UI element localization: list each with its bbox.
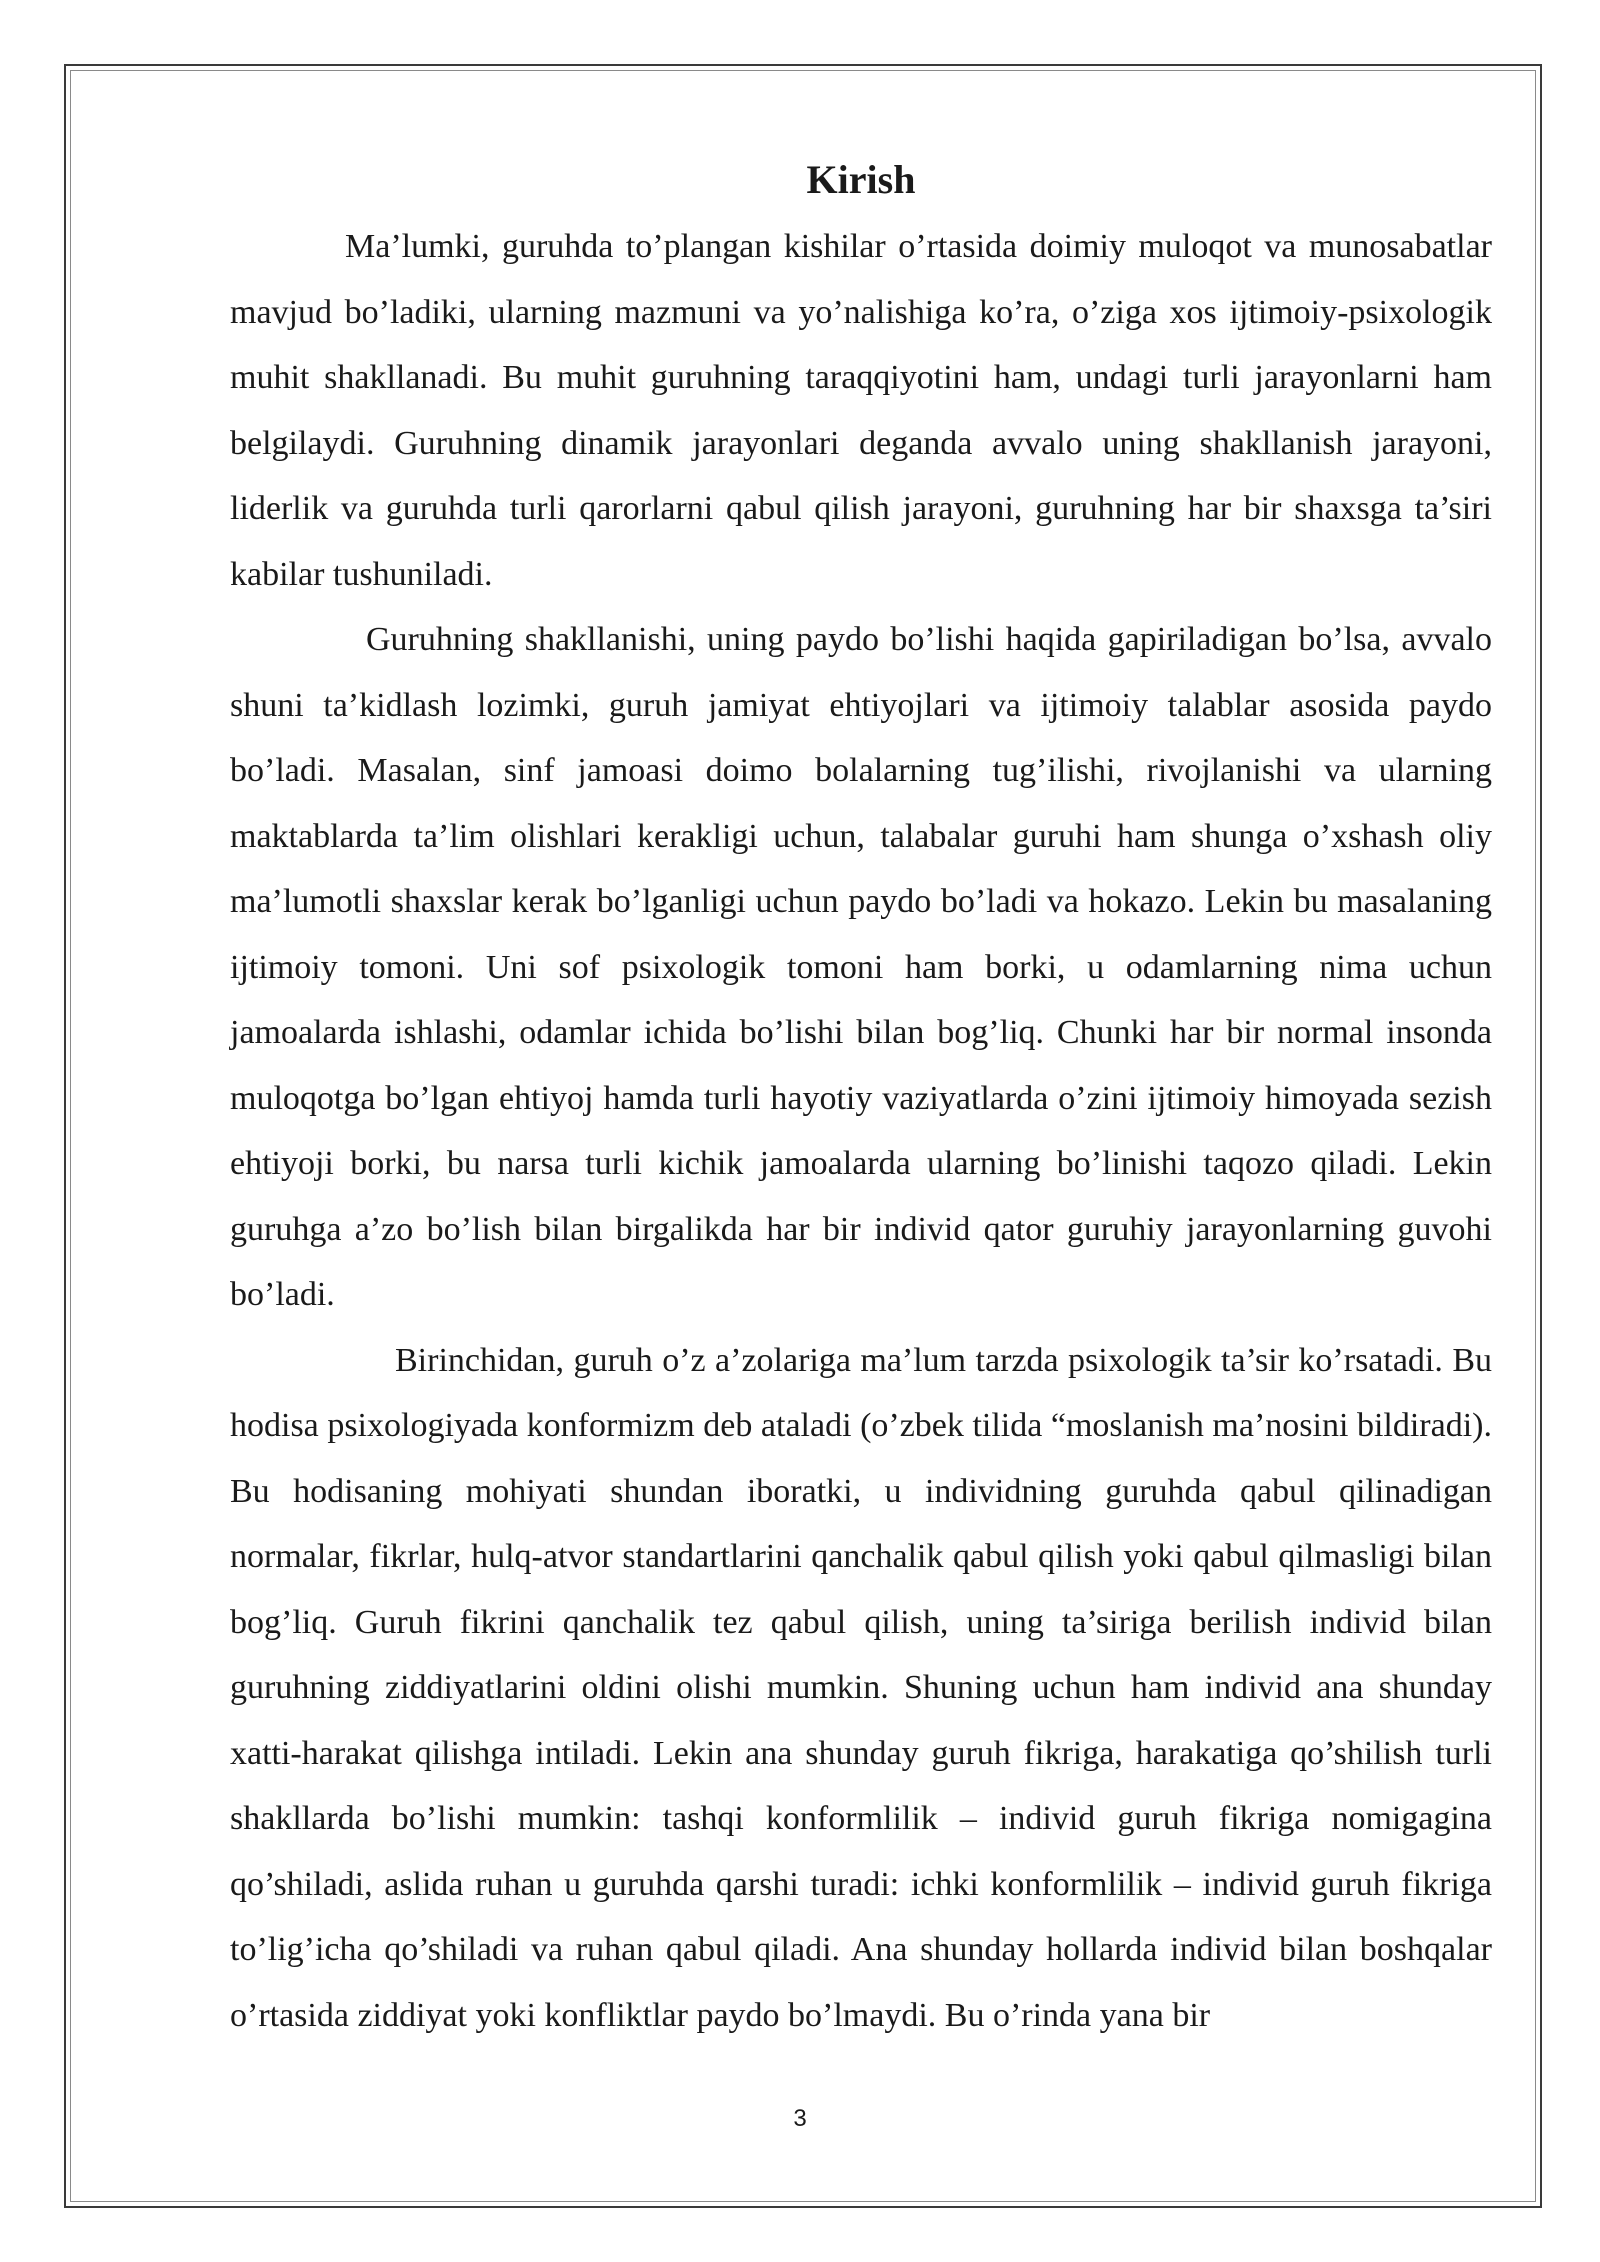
paragraph-3: Birinchidan, guruh o’z a’zolariga ma’lum tarzda psixologik ta’sir ko’rsatadi. Bu hodisa psixologiyada konformizm deb ataladi (o’zbek tilida “moslanish ma’nosini bildiradi). Bu hodisaning mohiyati shundan iboratki, u individning guruhda qabul qilinadigan normalar, fikrlar, hulq-atvor standartlarini qanchalik qabul qilish yoki qabul qilmasligi bilan bog’liq. Guruh fikrini qanchalik tez qabul qilish, uning ta’siriga berilish individ bilan guruhning ziddiyatlarini oldini olishi mumkin. Shuning uchun ham individ ana shunday xatti-harakat qilishga intiladi. Lekin ana shunday guruh fikriga, harakatiga qo’shilish turli shakllarda bo’lishi mumkin: tashqi konformlilik – individ guruh fikriga nomigagina qo’shiladi, aslida ruhan u guruhda qarshi turadi: ichki konformlilik – individ guruh fikriga to’lig’icha qo’shiladi va ruhan qabul qiladi. Ana shunday hollarda individ bilan boshqalar o’rtasida ziddiyat yoki konfliktlar paydo bo’lmaydi. Bu o’rinda yana bir — [230, 1341, 1492, 2034]
paragraph-1: Ma’lumki, guruhda to’plangan kishilar o’rtasida doimiy muloqot va munosabatlar mavjud bo’ladiki, ularning mazmuni va yo’nalishiga ko’ra, o’ziga xos ijtimoiy-psixologik muhit shakllanadi. Bu muhit guruhning taraqqiyotini ham, undagi turli jarayonlarni ham belgilaydi. Guruhning dinamik jarayonlari deganda avvalo uning shakllanish jarayoni, liderlik va guruhda turli qarorlarni qabul qilish jarayoni, guruhning har bir shaxsga ta’siri kabilar tushuniladi. — [230, 228, 1492, 593]
document-title: Kirish — [806, 157, 916, 202]
paragraph-2: Guruhning shakllanishi, uning paydo bo’lishi haqida gapiriladigan bo’lsa, avvalo shuni ta’kidlash lozimki, guruh jamiyat ehtiyojlari va ijtimoiy talablar asosida paydo bo’ladi. Masalan, sinf jamoasi doimo bolalarning tug’ilishi, rivojlanishi va ularning maktablarda ta’lim olishlari kerakligi uchun, talabalar guruhi ham shunga o’xshash oliy ma’lumotli shaxslar kerak bo’lganligi uchun paydo bo’ladi va hokazo. Lekin bu masalaning ijtimoiy tomoni. Uni sof psixologik tomoni ham borki, u odamlarning nima uchun jamoalarda ishlashi, odamlar ichida bo’lishi bilan bog’liq. Chunki har bir normal insonda muloqotga bo’lgan ehtiyoj hamda turli hayotiy vaziyatlarda o’zini ijtimoiy himoyada sezish ehtiyoji borki, bu narsa turli kichik jamoalarda ularning bo’linishi taqozo qiladi. Lekin guruhga a’zo bo’lish bilan birgalikda har bir individ qator guruhiy jarayonlarning guvohi bo’ladi. — [230, 621, 1492, 1313]
page-number: 3 — [793, 2105, 807, 2132]
document-body — [230, 150, 1492, 2048]
